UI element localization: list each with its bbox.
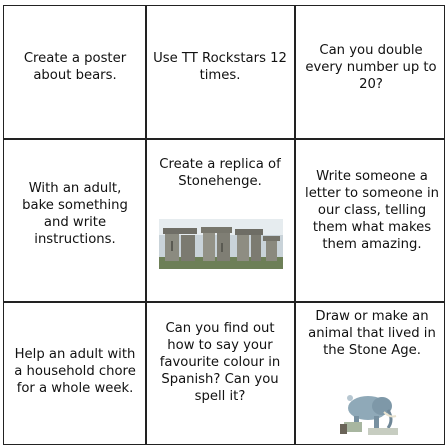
task-cell-double-numbers [302,42,440,93]
activity-grid [3,5,445,445]
task-text: With an adult, bake something and write instructions. [22,181,128,247]
task-text: Help an adult with a household chore for a whole week. [14,347,136,396]
grid-divider [4,301,444,303]
task-cell-letter [302,168,442,253]
grid-divider [145,6,147,444]
task-cell-stone-age-animal [302,308,442,359]
task-text: Create a replica of Stonehenge. [159,157,281,189]
grid-divider [4,138,444,140]
task-cell-poster [12,50,138,84]
task-cell-chore [10,346,140,397]
task-cell-spanish [151,320,289,405]
task-cell-bake [12,180,138,248]
task-text: Draw or make an animal that lived in the Stone Age. [308,309,436,358]
task-cell-stonehenge [151,156,289,190]
mammoth-picture [338,388,402,438]
task-cell-rockstars [151,50,289,84]
grid-divider [294,6,296,444]
task-text: Use TT Rockstars 12 times. [153,51,287,83]
stonehenge-photo [159,219,283,269]
task-text: Can you find out how to say your favourite colour in Spanish? Can you spell it? [159,321,281,404]
task-text: Write someone a letter to someone in our class, telling them what makes them amazing. [305,169,439,252]
task-text: Can you double every number up to 20? [305,43,437,92]
task-text: Create a poster about bears. [23,51,127,83]
